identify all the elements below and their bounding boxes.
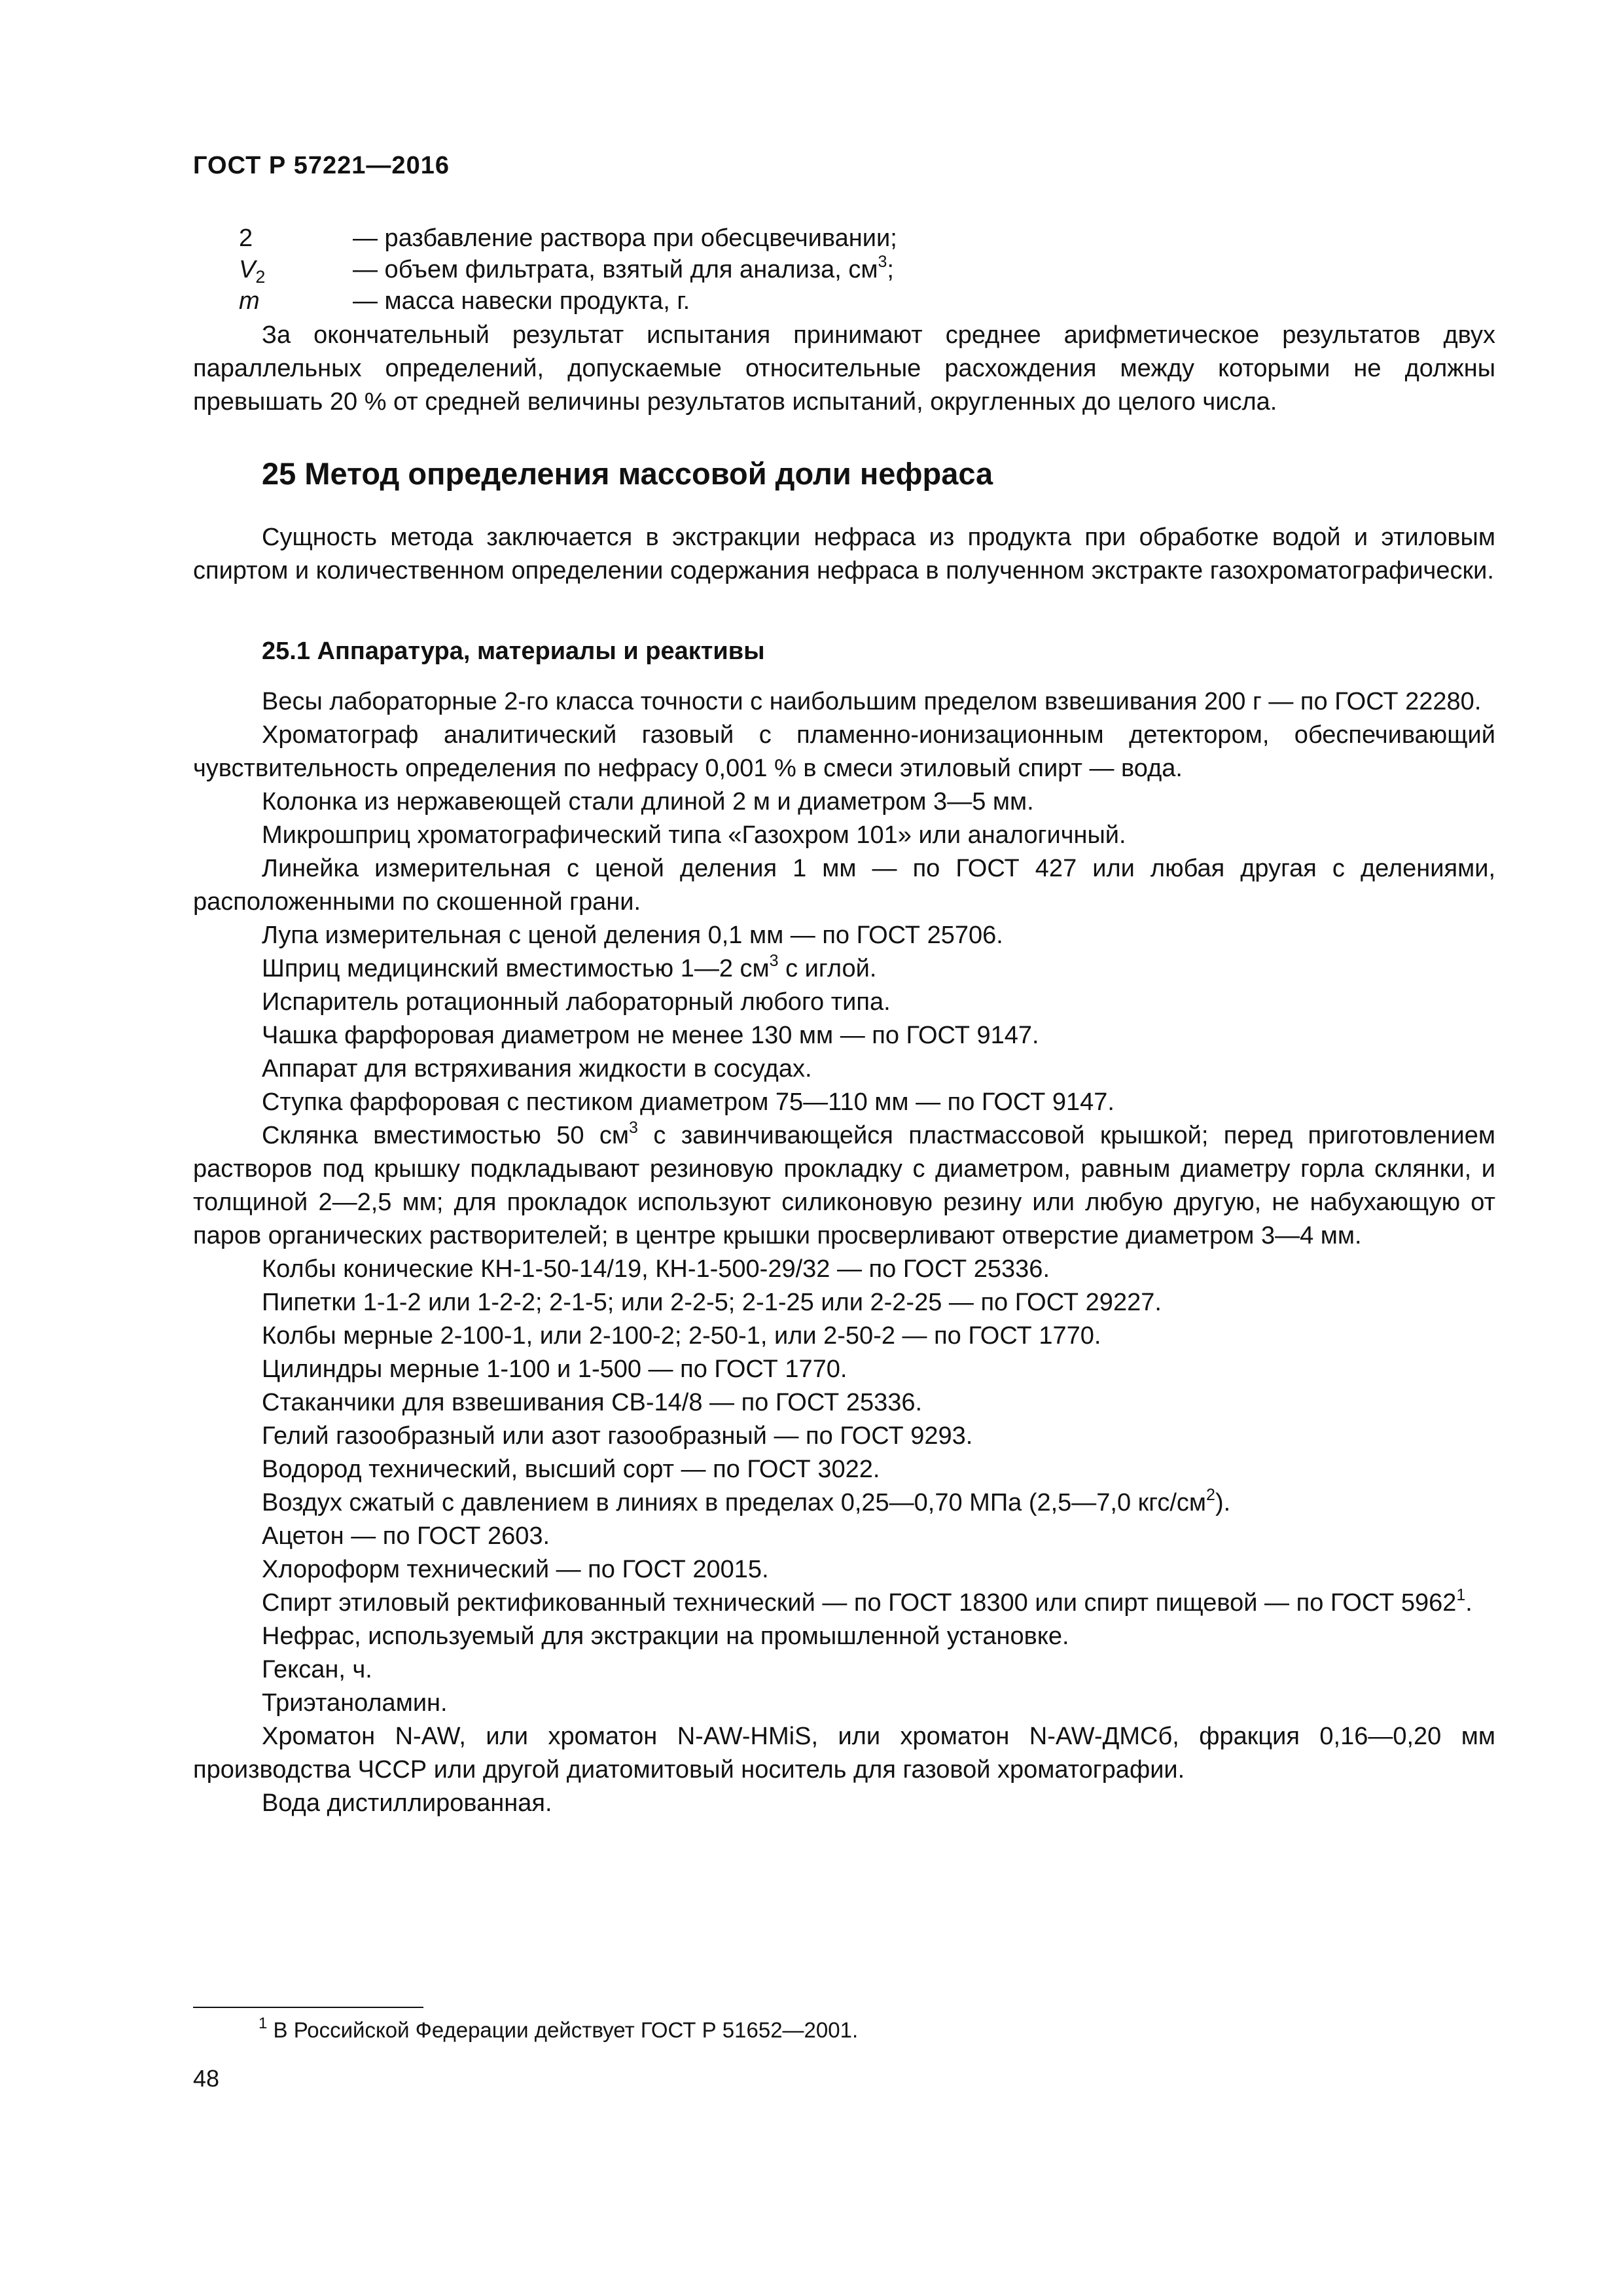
list-item: Гексан, ч. (262, 1656, 372, 1683)
list-item: Колбы мерные 2-100-1, или 2-100-2; 2-50-1, или 2-50-2 — по ГОСТ 1770. (262, 1322, 1101, 1350)
footnote-mark: 1 (259, 2015, 268, 2032)
list-item: Хлороформ технический — по ГОСТ 20015. (262, 1556, 769, 1583)
legend-symbol: 2 (239, 224, 253, 252)
list-item: Пипетки 1-1-2 или 1-2-2; 2-1-5; или 2-2-5; 2-1-25 или 2-2-25 — по ГОСТ 29227. (262, 1289, 1162, 1316)
list-item: Микрошприц хроматографический типа «Газохром 101» или аналогичный. (262, 821, 1126, 849)
section-intro-block (193, 521, 1495, 588)
list-item: Колбы конические КН-1-50-14/19, КН-1-500-29/32 — по ГОСТ 25336. (262, 1255, 1050, 1283)
footnote-divider (193, 2007, 423, 2008)
list-item: Хроматограф аналитический газовый с пламенно-ионизационным детектором, обеспечивающий чувствительность определения по нефрасу 0,001 % в смеси этиловый спирт — вода. (193, 721, 1495, 782)
legend-description: — масса навески продукта, г. (353, 287, 690, 315)
list-item: Испаритель ротационный лабораторный любого типа. (262, 988, 891, 1016)
final-result-block (193, 319, 1495, 419)
list-item: Воздух сжатый с давлением в линиях в пределах 0,25—0,70 МПа (2,5—7,0 кгс/$см^2$). (262, 1486, 1231, 1516)
document-code-header: ГОСТ Р 57221—2016 (193, 152, 450, 179)
legend-symbol: $V_2$ (239, 256, 266, 287)
legend-symbol: m (239, 287, 260, 315)
footnote (259, 2016, 858, 2045)
list-item: Чашка фарфоровая диаметром не менее 130 мм — по ГОСТ 9147. (262, 1022, 1039, 1049)
list-item: Вода дистиллированная. (262, 1789, 552, 1817)
final-result-paragraph: За окончательный результат испытания принимают среднее арифметическое результатов двух параллельных определений, допускаемые относительные расхождения между которыми не должны превышать 20 % от средней величины результатов испытаний, округленных до целого числа. (193, 321, 1495, 416)
list-item: Спирт этиловый ректификованный технический — по ГОСТ 18300 или спирт пищевой — по ГОСТ 5962$^1$. (262, 1586, 1472, 1617)
list-item: Стаканчики для взвешивания СВ-14/8 — по ГОСТ 25336. (262, 1389, 923, 1416)
legend-row (239, 285, 1495, 317)
legend-description: — объем фильтрата, взятый для анализа, $см^3$; (353, 253, 894, 283)
list-item: Лупа измерительная с ценой деления 0,1 мм — по ГОСТ 25706. (262, 922, 1003, 949)
legend-row (239, 254, 1495, 285)
section-intro-paragraph: Сущность метода заключается в экстракции нефраса из продукта при обработке водой и этиловым спиртом и количественном определении содержания нефраса в полученном экстракте газохроматографически. (193, 524, 1495, 584)
list-item: Ступка фарфоровая с пестиком диаметром 75—110 мм — по ГОСТ 9147. (262, 1088, 1115, 1116)
section-title: 25 Метод определения массовой доли нефраса (262, 456, 993, 491)
footnote-reference[interactable]: 1 (1456, 1586, 1466, 1604)
list-item: Колонка из нержавеющей стали длиной 2 м и диаметром 3—5 мм. (262, 788, 1034, 816)
legend-description: — разбавление раствора при обесцвечивании; (353, 224, 897, 252)
page-number: 48 (193, 2065, 220, 2092)
list-item: Гелий газообразный или азот газообразный — по ГОСТ 9293. (262, 1422, 973, 1450)
footnote-text: В Российской Федерации действует ГОСТ Р 51652—2001. (267, 2018, 859, 2042)
list-item: Аппарат для встряхивания жидкости в сосудах. (262, 1055, 812, 1083)
list-item: Цилиндры мерные 1-100 и 1-500 — по ГОСТ 1770. (262, 1355, 847, 1383)
list-item: Весы лабораторные 2-го класса точности с наибольшим пределом взвешивания 200 г — по ГОСТ 22280. (262, 688, 1482, 715)
list-item: Триэтаноламин. (262, 1689, 448, 1717)
legend-row (239, 223, 1495, 254)
list-item: Водород технический, высший сорт — по ГОСТ 3022. (262, 1456, 880, 1483)
list-item: Склянка вместимостью 50 $см^3$ с завинчивающейся пластмассовой крышкой; перед приготовлением растворов под крышку подкладывают резиновую прокладку с диаметром, равным диаметру горла склянки, и толщиной 2—2,5 мм; для прокладок используют силиконовую резину или любую другую, не набухающую от паров органических растворителей; в центре крышки просверливают отверстие диаметром 3—4 мм. (193, 1119, 1495, 1249)
list-item: Ацетон — по ГОСТ 2603. (262, 1522, 550, 1550)
equipment-list (193, 685, 1495, 1820)
formula-legend (239, 223, 1495, 317)
list-item: Линейка измерительная с ценой деления 1 мм — по ГОСТ 427 или любая другая с делениями, расположенными по скошенной грани. (193, 855, 1495, 916)
subsection-title: 25.1 Аппаратура, материалы и реактивы (262, 637, 765, 665)
list-item: Нефрас, используемый для экстракции на промышленной установке. (262, 1623, 1069, 1650)
list-item: Хроматон N-AW, или хроматон N-AW-HMiS, или хроматон N-AW-ДМСб, фракция 0,16—0,20 мм производства ЧССР или другой диатомитовый носитель для газовой хроматографии. (193, 1723, 1495, 1784)
list-item: Шприц медицинский вместимостью 1—2 $см^3$ с иглой. (262, 952, 877, 982)
